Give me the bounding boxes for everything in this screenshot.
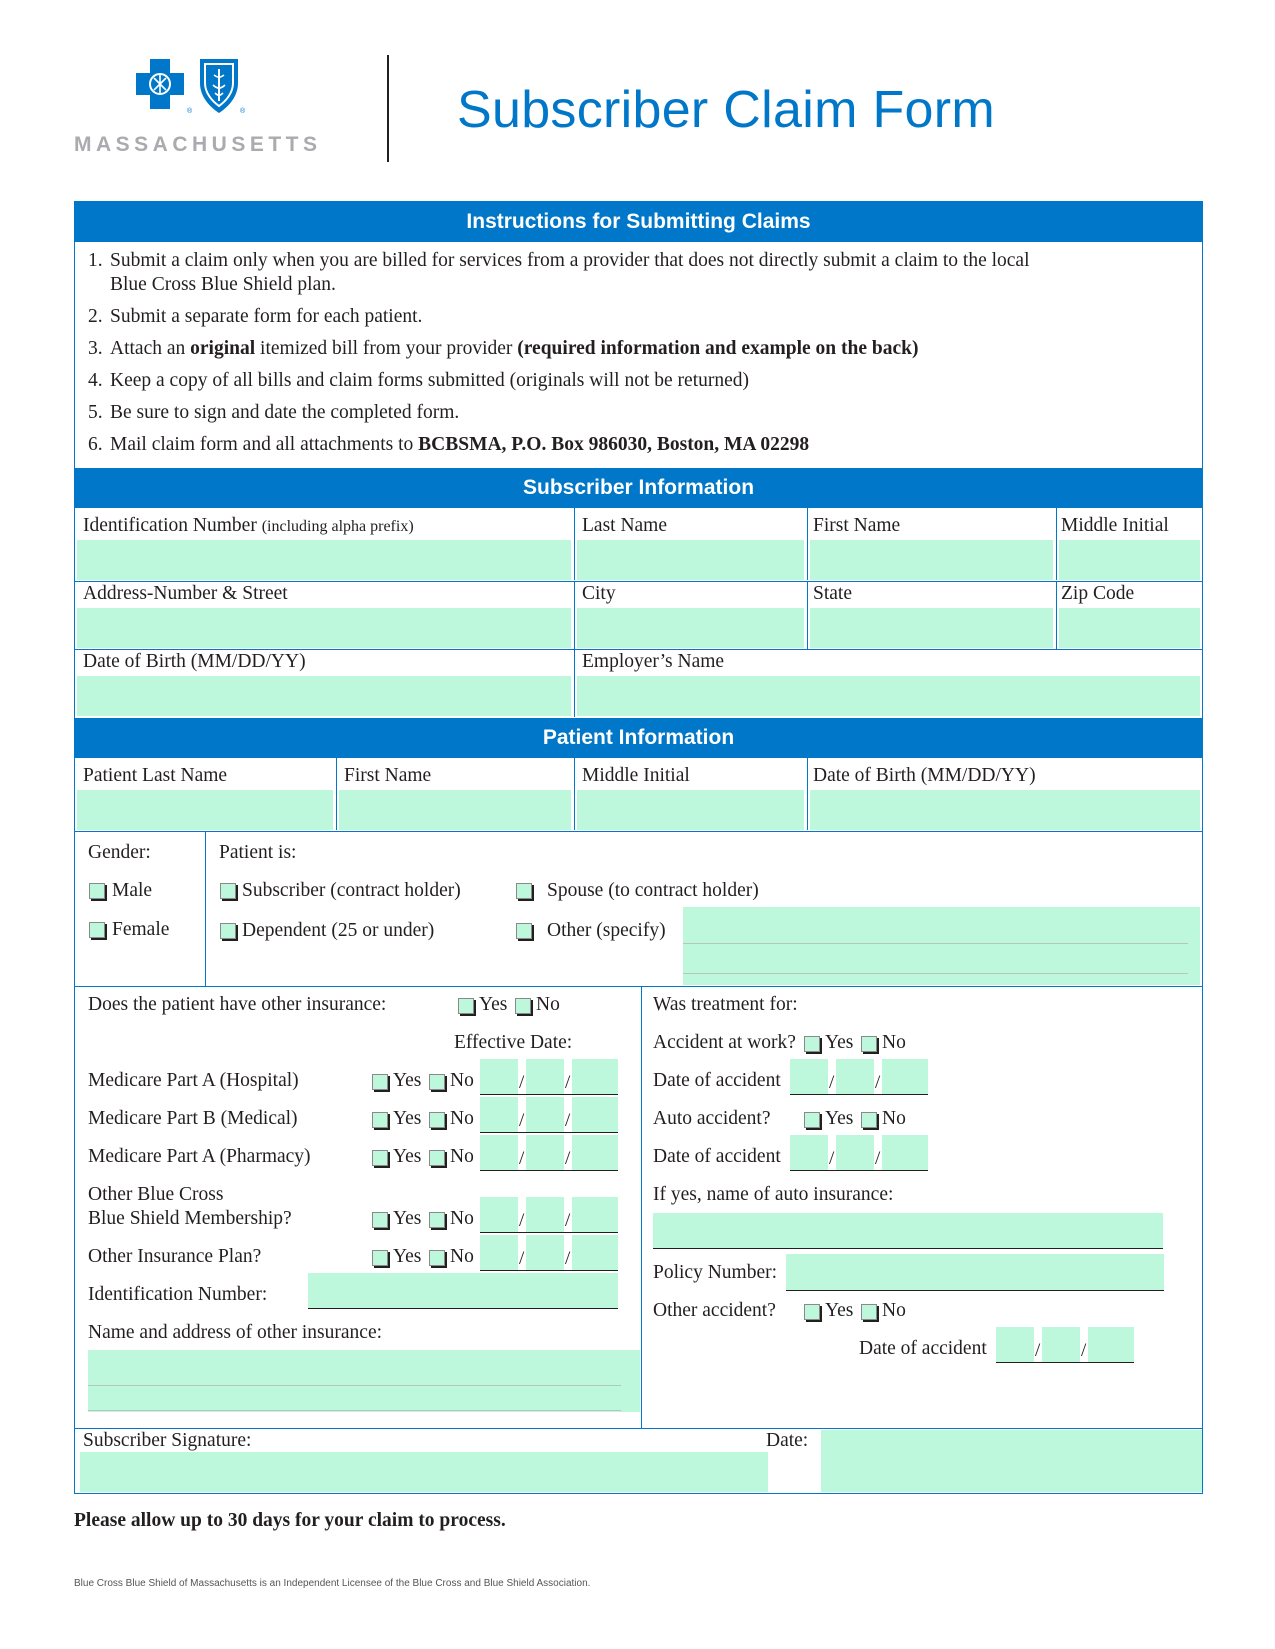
male-label: Male bbox=[112, 880, 153, 901]
medicare-pharmacy-yes-checkbox[interactable] bbox=[372, 1150, 388, 1166]
other-bcbs-month-field[interactable] bbox=[480, 1197, 518, 1233]
other-plan-year-field[interactable] bbox=[572, 1235, 618, 1271]
yes-label: Yes bbox=[825, 1108, 854, 1129]
no-label: No bbox=[536, 994, 560, 1015]
no-label: No bbox=[882, 1032, 906, 1053]
dependent-checkbox[interactable] bbox=[220, 923, 236, 939]
instruction-item: 2. Submit a separate form for each patient. bbox=[88, 306, 423, 327]
other-bcbs-label-2: Blue Shield Membership? bbox=[88, 1208, 292, 1229]
subscriber-zip-field[interactable] bbox=[1059, 608, 1200, 648]
other-option-label: Other (specify) bbox=[547, 920, 666, 941]
patient-last-name-field[interactable] bbox=[77, 790, 333, 830]
medicare-b-year-field[interactable] bbox=[572, 1097, 618, 1133]
no-label: No bbox=[450, 1146, 474, 1167]
medicare-a-month-field[interactable] bbox=[480, 1059, 518, 1095]
accident-work-no-checkbox[interactable] bbox=[861, 1036, 877, 1052]
other-accident-day-field[interactable] bbox=[1042, 1327, 1080, 1363]
other-insurance-yes-checkbox[interactable] bbox=[458, 998, 474, 1014]
subscriber-city-field[interactable] bbox=[577, 608, 804, 648]
patient-last-name-label: Patient Last Name bbox=[83, 765, 228, 786]
other-plan-month-field[interactable] bbox=[480, 1235, 518, 1271]
medicare-b-label: Medicare Part B (Medical) bbox=[88, 1108, 298, 1129]
medicare-a-year-field[interactable] bbox=[572, 1059, 618, 1095]
subscriber-dob-field[interactable] bbox=[77, 676, 571, 716]
header-divider bbox=[387, 55, 389, 162]
subscriber-id-field[interactable] bbox=[77, 540, 571, 580]
subscriber-zip-label: Zip Code bbox=[1061, 583, 1135, 604]
patient-first-name-field[interactable] bbox=[339, 790, 571, 830]
instruction-item: 4. Keep a copy of all bills and claim forms submitted (originals will not be returned) bbox=[88, 370, 750, 391]
processing-note: Please allow up to 30 days for your claim to process. bbox=[74, 1510, 506, 1531]
yes-label: Yes bbox=[393, 1108, 422, 1129]
instructions-list bbox=[75, 249, 1030, 465]
subscriber-checkbox[interactable] bbox=[220, 883, 236, 899]
policy-number-label: Policy Number: bbox=[653, 1262, 778, 1283]
bcbs-logo bbox=[74, 55, 322, 156]
other-accident-label: Other accident? bbox=[653, 1300, 776, 1321]
other-accident-date-label: Date of accident bbox=[859, 1338, 987, 1359]
medicare-pharmacy-day-field[interactable] bbox=[526, 1135, 564, 1171]
other-accident-no-checkbox[interactable] bbox=[861, 1304, 877, 1320]
work-accident-year-field[interactable] bbox=[882, 1059, 928, 1095]
effective-date-label: Effective Date: bbox=[454, 1032, 573, 1053]
subscriber-middle-initial-field[interactable] bbox=[1059, 540, 1200, 580]
svg-text:®: ® bbox=[187, 108, 193, 115]
no-label: No bbox=[450, 1208, 474, 1229]
treatment-question: Was treatment for: bbox=[653, 994, 798, 1015]
female-label: Female bbox=[112, 919, 170, 940]
work-accident-month-field[interactable] bbox=[790, 1059, 828, 1095]
subscriber-middle-initial-label: Middle Initial bbox=[1061, 515, 1169, 536]
yes-label: Yes bbox=[825, 1032, 854, 1053]
other-plan-yes-checkbox[interactable] bbox=[372, 1250, 388, 1266]
no-label: No bbox=[882, 1108, 906, 1129]
subscriber-state-label: State bbox=[813, 583, 852, 604]
other-bcbs-year-field[interactable] bbox=[572, 1197, 618, 1233]
page-title: Subscriber Claim Form bbox=[457, 81, 995, 139]
spouse-checkbox[interactable] bbox=[516, 883, 532, 899]
yes-label: Yes bbox=[393, 1208, 422, 1229]
instruction-item: 6. Mail claim form and all attachments to BCBSMA, P.O. Box 986030, Boston, MA 02298 bbox=[88, 434, 810, 455]
subscriber-state-field[interactable] bbox=[810, 608, 1053, 648]
employer-name-field[interactable] bbox=[577, 676, 1200, 716]
auto-accident-month-field[interactable] bbox=[790, 1135, 828, 1171]
instruction-item: 5. Be sure to sign and date the completed form. bbox=[88, 402, 460, 423]
other-insurance-no-checkbox[interactable] bbox=[515, 998, 531, 1014]
gender-label: Gender: bbox=[88, 842, 151, 863]
work-accident-day-field[interactable] bbox=[836, 1059, 874, 1095]
employer-name-label: Employer’s Name bbox=[582, 651, 725, 672]
subscriber-id-label: Identification Number (including alpha prefix) bbox=[83, 515, 414, 536]
other-accident-yes-checkbox[interactable] bbox=[804, 1304, 820, 1320]
signature-label: Subscriber Signature: bbox=[83, 1430, 252, 1451]
auto-accident-yes-checkbox[interactable] bbox=[804, 1112, 820, 1128]
legal-notice: Blue Cross Blue Shield of Massachusetts is an Independent Licensee of the Blue Cross and Blue Shield Association. bbox=[74, 1578, 591, 1589]
other-bcbs-label-1: Other Blue Cross bbox=[88, 1184, 224, 1205]
subscriber-option-label: Subscriber (contract holder) bbox=[242, 880, 461, 901]
patient-heading: Patient Information bbox=[75, 718, 1202, 758]
other-plan-label: Other Insurance Plan? bbox=[88, 1246, 262, 1267]
other-id-number-label: Identification Number: bbox=[88, 1284, 268, 1305]
work-accident-date-label: Date of accident bbox=[653, 1070, 781, 1091]
patient-is-label: Patient is: bbox=[219, 842, 297, 863]
spouse-option-label: Spouse (to contract holder) bbox=[547, 880, 759, 901]
medicare-a-day-field[interactable] bbox=[526, 1059, 564, 1095]
accident-work-yes-checkbox[interactable] bbox=[804, 1036, 820, 1052]
subscriber-heading: Subscriber Information bbox=[75, 468, 1202, 508]
blue-cross-blue-shield-icon bbox=[132, 55, 302, 117]
medicare-a-yes-checkbox[interactable] bbox=[372, 1074, 388, 1090]
patient-middle-initial-field[interactable] bbox=[577, 790, 804, 830]
instruction-item: 1. Submit a claim only when you are billed for services from a provider that does not directly submit a claim to the local Blue Cross Blue Shield plan. bbox=[88, 250, 1030, 295]
no-label: No bbox=[450, 1108, 474, 1129]
no-label: No bbox=[450, 1070, 474, 1091]
auto-insurance-label: If yes, name of auto insurance: bbox=[653, 1184, 894, 1205]
medicare-pharmacy-month-field[interactable] bbox=[480, 1135, 518, 1171]
patient-dob-label: Date of Birth (MM/DD/YY) bbox=[813, 765, 1036, 786]
signature-date-label: Date: bbox=[766, 1430, 809, 1451]
medicare-b-no-checkbox[interactable] bbox=[429, 1112, 445, 1128]
auto-accident-label: Auto accident? bbox=[653, 1108, 771, 1129]
other-id-number-field[interactable] bbox=[308, 1273, 618, 1308]
subscriber-address-label: Address-Number & Street bbox=[83, 583, 288, 604]
signature-date-field[interactable] bbox=[821, 1430, 1202, 1492]
yes-label: Yes bbox=[393, 1146, 422, 1167]
yes-label: Yes bbox=[393, 1070, 422, 1091]
other-plan-day-field[interactable] bbox=[526, 1235, 564, 1271]
subscriber-first-name-label: First Name bbox=[813, 515, 901, 536]
no-label: No bbox=[882, 1300, 906, 1321]
auto-insurance-field[interactable] bbox=[653, 1213, 1163, 1248]
medicare-a-no-checkbox[interactable] bbox=[429, 1074, 445, 1090]
subscriber-dob-label: Date of Birth (MM/DD/YY) bbox=[83, 651, 306, 672]
female-checkbox[interactable] bbox=[89, 922, 105, 938]
patient-dob-field[interactable] bbox=[810, 790, 1200, 830]
instructions-heading: Instructions for Submitting Claims bbox=[75, 202, 1202, 242]
no-label: No bbox=[450, 1246, 474, 1267]
auto-accident-day-field[interactable] bbox=[836, 1135, 874, 1171]
auto-accident-date-label: Date of accident bbox=[653, 1146, 781, 1167]
medicare-pharmacy-label: Medicare Part A (Pharmacy) bbox=[88, 1146, 311, 1167]
yes-label: Yes bbox=[825, 1300, 854, 1321]
male-checkbox[interactable] bbox=[89, 883, 105, 899]
other-checkbox[interactable] bbox=[516, 923, 532, 939]
svg-text:®: ® bbox=[240, 108, 246, 115]
medicare-a-label: Medicare Part A (Hospital) bbox=[88, 1070, 299, 1091]
dependent-option-label: Dependent (25 or under) bbox=[242, 920, 435, 941]
brand-name: MASSACHUSETTS bbox=[74, 133, 322, 156]
patient-middle-initial-label: Middle Initial bbox=[582, 765, 690, 786]
other-insurance-question: Does the patient have other insurance: bbox=[88, 994, 387, 1015]
signature-field[interactable] bbox=[80, 1452, 768, 1492]
yes-label: Yes bbox=[479, 994, 508, 1015]
medicare-b-yes-checkbox[interactable] bbox=[372, 1112, 388, 1128]
other-insurance-name-address-field[interactable] bbox=[88, 1350, 640, 1412]
other-insurance-name-address-label: Name and address of other insurance: bbox=[88, 1322, 383, 1343]
instruction-item: 3. Attach an original itemized bill from your provider (required information and example on the back) bbox=[88, 338, 919, 359]
accident-work-label: Accident at work? bbox=[653, 1032, 796, 1053]
medicare-pharmacy-year-field[interactable] bbox=[572, 1135, 618, 1171]
other-plan-no-checkbox[interactable] bbox=[429, 1250, 445, 1266]
policy-number-field[interactable] bbox=[786, 1254, 1164, 1290]
auto-accident-no-checkbox[interactable] bbox=[861, 1112, 877, 1128]
other-accident-year-field[interactable] bbox=[1088, 1327, 1134, 1363]
other-bcbs-yes-checkbox[interactable] bbox=[372, 1212, 388, 1228]
yes-label: Yes bbox=[393, 1246, 422, 1267]
subscriber-city-label: City bbox=[582, 583, 616, 604]
claim-form: Instructions for Submitting Claims 1. Submit a claim only when you are billed for services from a provider that does not directly submit a claim to the local Blue Cross Blue Shield plan. 2. Submit a separate form for each patient. 3. Attach an original itemized bill from your provider (required information and example on the back) 4. Keep a copy of all bills and claim forms submitted (originals will not be returned) 5. Be sure to sign and date the completed form. 6. Mail claim form and all attachments to BCBSMA, P.O. Box 986030, Boston, MA 02298 Subscriber Information Identification Number (including alpha prefix) Last Name First Name Middle Initial Address-Number & Street City State Zip Code Date of Birth (MM/DD/YY) Employer’s Name Patient Information Patient Last Name First Name Middle Initial Date of Birth (MM/DD/YY) Gender: Male Female Patient is: Subscriber (contract holder) Spouse (to contract holder) Dependent (25 or under) Other (specify) Does the patient have other insurance: Yes No Effective Date: Medicare Part A (Hospital) Yes No / / Medicare Part B (Medical) Yes No / / Medicare Part A (Pharmacy) Yes No / / Other Blue Cross Blue Shield Membership? Yes No / / Other Insurance Plan? Yes No / / Identification Number: Name and address of other insurance: Was treatment for: Accident at work? Yes No Date of accident / / Auto accident? Yes No Date of accident / / If yes, name of auto insurance: Policy Number: Other accident? Yes No Date of accident / / Subscriber Signature: Date: bbox=[74, 201, 1203, 1494]
subscriber-last-name-label: Last Name bbox=[582, 515, 668, 536]
subscriber-address-field[interactable] bbox=[77, 608, 571, 648]
other-bcbs-no-checkbox[interactable] bbox=[429, 1212, 445, 1228]
other-accident-month-field[interactable] bbox=[996, 1327, 1034, 1363]
other-bcbs-day-field[interactable] bbox=[526, 1197, 564, 1233]
auto-accident-year-field[interactable] bbox=[882, 1135, 928, 1171]
medicare-b-month-field[interactable] bbox=[480, 1097, 518, 1133]
medicare-b-day-field[interactable] bbox=[526, 1097, 564, 1133]
medicare-pharmacy-no-checkbox[interactable] bbox=[429, 1150, 445, 1166]
subscriber-first-name-field[interactable] bbox=[810, 540, 1053, 580]
subscriber-last-name-field[interactable] bbox=[577, 540, 804, 580]
patient-first-name-label: First Name bbox=[344, 765, 432, 786]
